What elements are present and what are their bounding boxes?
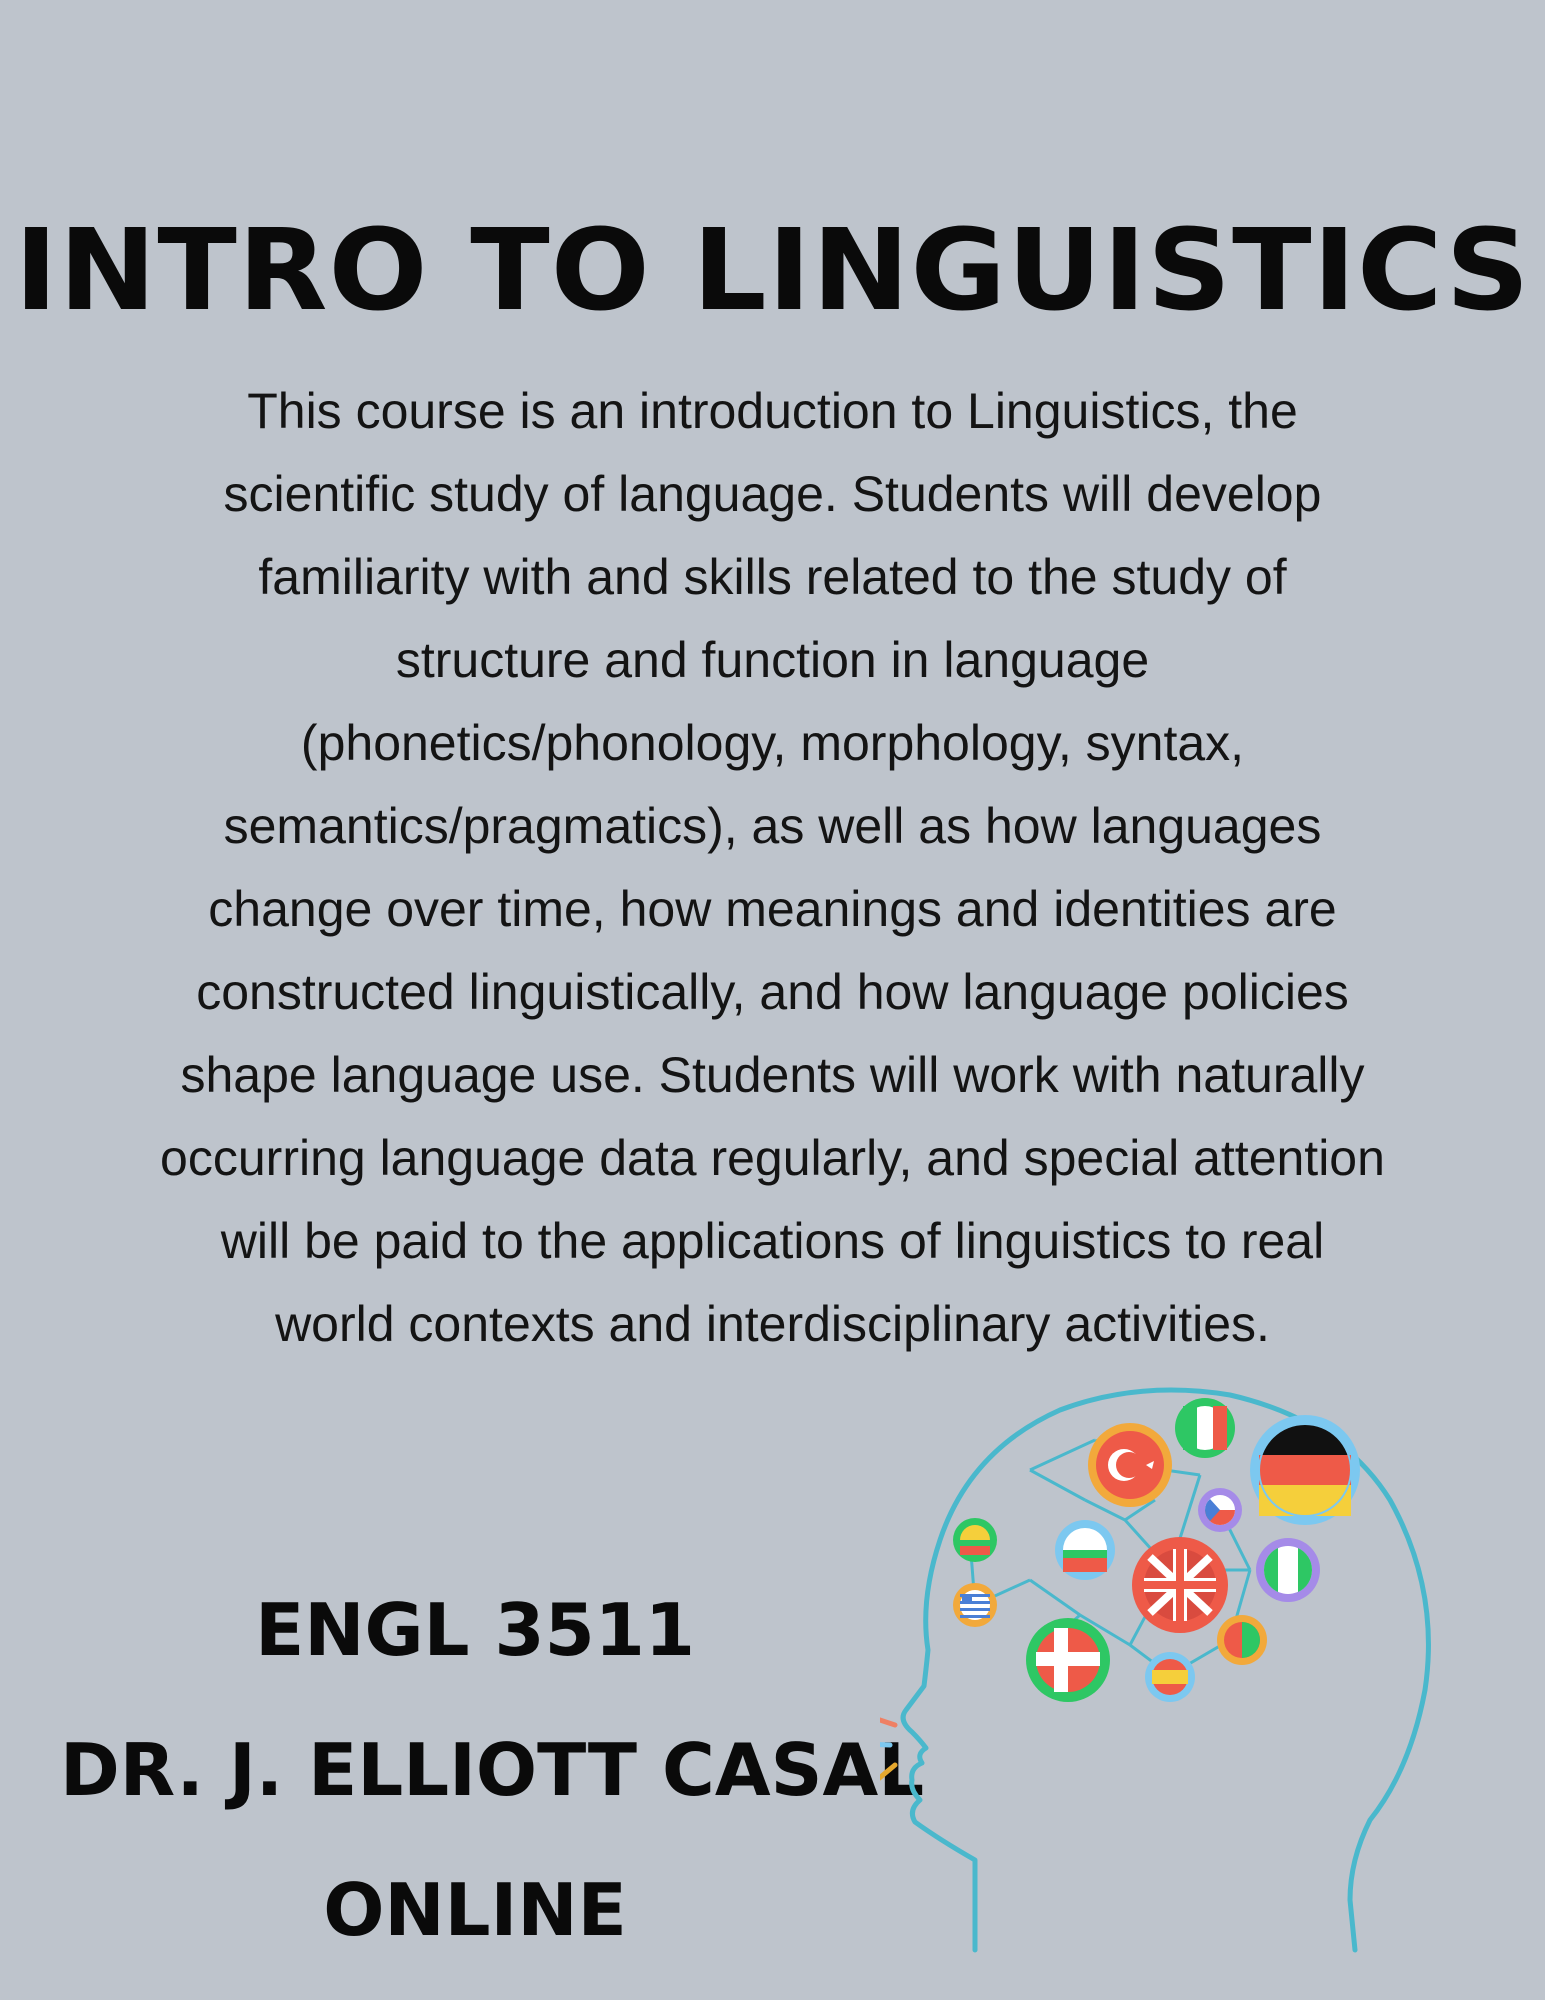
flag-mali-icon — [1217, 1615, 1267, 1665]
flag-turkey-icon — [1088, 1423, 1172, 1507]
course-code: ENGL 3511 — [255, 1588, 695, 1672]
head-illustration — [880, 1370, 1480, 1970]
flag-bulgaria-icon — [1055, 1520, 1115, 1580]
description-line: (phonetics/phonology, morphology, syntax, — [300, 715, 1245, 771]
description-line: semantics/pragmatics), as well as how languages — [223, 798, 1322, 854]
page-title: INTRO TO LINGUISTICS — [14, 206, 1531, 337]
description-line: occurring language data regularly, and special attention — [160, 1130, 1385, 1186]
description-line: will be paid to the applications of linguistics to real — [220, 1213, 1325, 1269]
description-line: structure and function in language — [395, 632, 1150, 688]
description-line: This course is an introduction to Linguistics, the — [247, 383, 1298, 439]
course-description — [70, 370, 1475, 1366]
flag-ireland-icon — [1256, 1538, 1320, 1602]
description-line: scientific study of language. Students will develop — [223, 466, 1322, 522]
flag-italy-icon — [1175, 1398, 1235, 1458]
course-mode: ONLINE — [323, 1868, 627, 1952]
course-info — [60, 1560, 925, 1980]
speech-lines-icon — [880, 1695, 895, 1815]
description-line: shape language use. Students will work with naturally — [180, 1047, 1365, 1103]
flag-circle-icons — [953, 1398, 1360, 1702]
flag-lithuania-icon — [953, 1518, 997, 1562]
description-line: familiarity with and skills related to the study of — [258, 549, 1287, 605]
description-line: change over time, how meanings and identities are — [208, 881, 1337, 937]
description-line: world contexts and interdisciplinary activities. — [275, 1296, 1270, 1352]
flag-czech-icon — [1198, 1488, 1242, 1532]
description-line: constructed linguistically, and how language policies — [196, 964, 1349, 1020]
flag-spain-icon — [1145, 1652, 1195, 1702]
flag-greece-icon — [953, 1583, 997, 1627]
flag-germany-icon — [1250, 1415, 1360, 1525]
flag-uk-icon — [1132, 1537, 1228, 1633]
flag-denmark-icon — [1026, 1618, 1110, 1702]
instructor-name: DR. J. ELLIOTT CASAL — [60, 1728, 925, 1812]
